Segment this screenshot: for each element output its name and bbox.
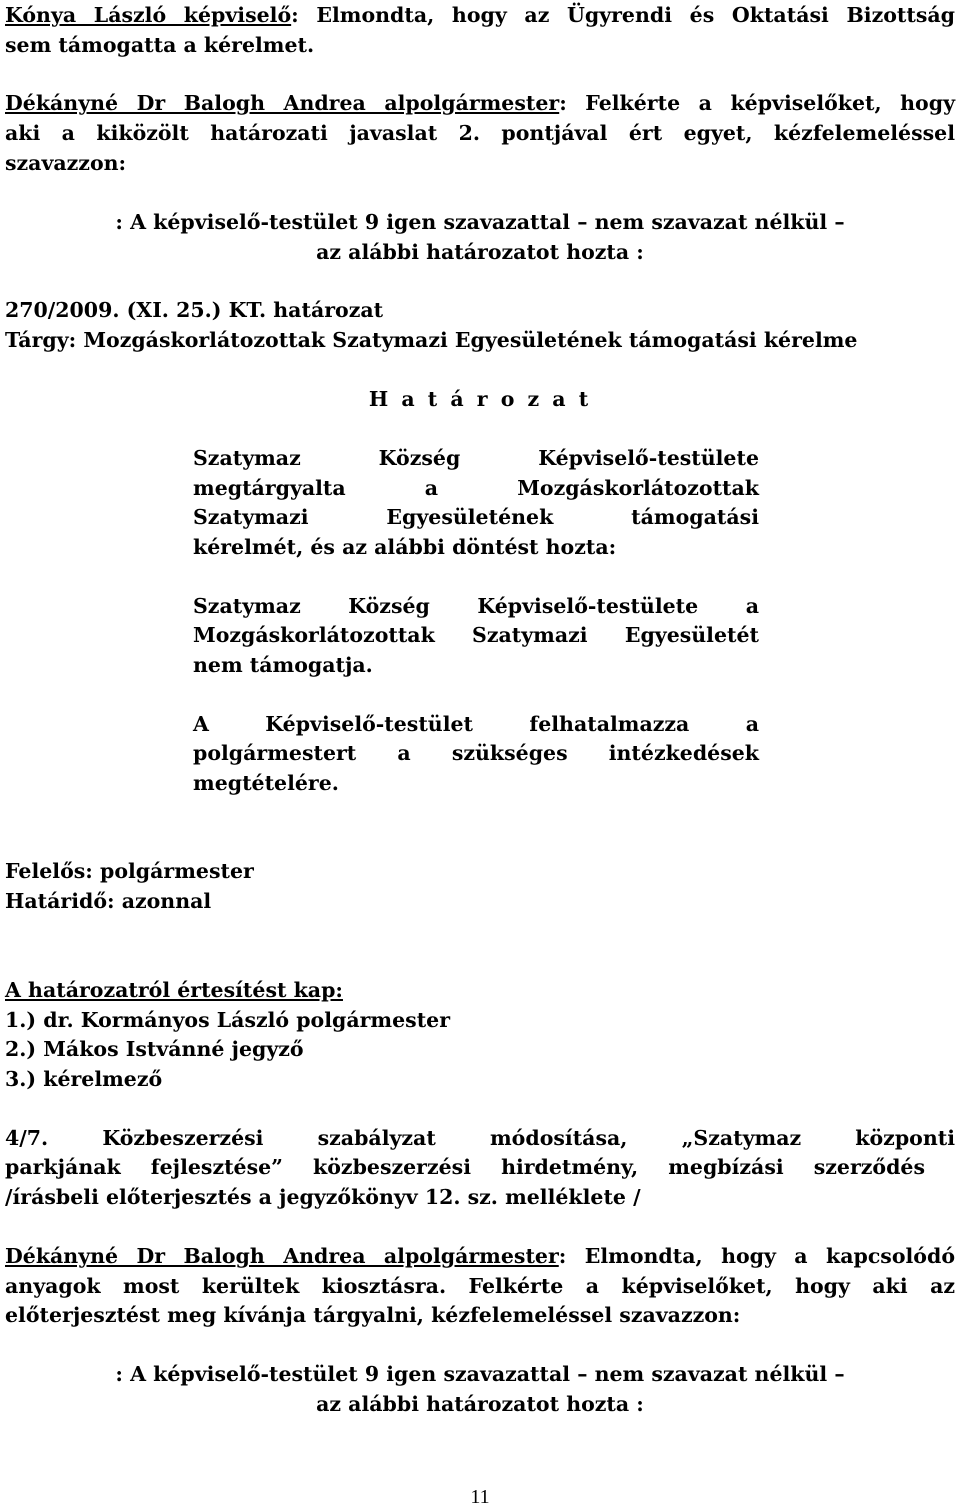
para1-line1 — [5, 5, 955, 26]
para1-line2: sem támogatta a kérelmet. — [5, 33, 315, 57]
speaker-name: Dékányné Dr Balogh Andrea alpolgármester — [5, 1244, 559, 1268]
vote1-line2: az alábbi határozatot hozta : — [316, 240, 644, 264]
notify-title: A határozatról értesítést kap: — [5, 978, 343, 1002]
notify-item: 1.) dr. Kormányos László polgármester — [5, 1008, 451, 1032]
para2-line3: szavazzon: — [5, 151, 127, 175]
block1-line1: Szatymaz Község Képviselő-testülete — [193, 446, 759, 470]
para2-line2: aki a kiközölt határozati javaslat 2. pontjával ért egyet, kézfelemeléssel — [5, 121, 955, 145]
para1-line1-text: : Elmondta, hogy az Ügyrendi és Oktatási Bizottság — [291, 3, 955, 27]
block1-line2: megtárgyalta a Mozgáskorlátozottak — [193, 476, 759, 500]
para3-line2: anyagok most kerültek kiosztásra. Felkérte a képviselőket, hogy aki az — [5, 1274, 955, 1298]
para3-line1 — [5, 1246, 955, 1267]
para3-line1-text: : Elmondta, hogy a kapcsolódó — [558, 1244, 955, 1268]
block1-line4: kérelmét, és az alábbi döntést hozta: — [193, 535, 617, 559]
page-number: 11 — [470, 1486, 490, 1508]
item47-line3: /írásbeli előterjesztés a jegyzőkönyv 12. sz. melléklete / — [5, 1185, 641, 1209]
para3-line3: előterjesztést meg kívánja tárgyalni, kézfelemeléssel szavazzon: — [5, 1303, 741, 1327]
block3-line3: megtételére. — [193, 771, 339, 795]
deadline: Határidő: azonnal — [5, 889, 212, 913]
vote2-line1: : A képviselő-testület 9 igen szavazattal – nem szavazat nélkül – — [115, 1362, 845, 1386]
notify-item: 2.) Mákos Istvánné jegyző — [5, 1037, 304, 1061]
block1-line3: Szatymazi Egyesületének támogatási — [193, 505, 759, 529]
block2-line2: Mozgáskorlátozottak Szatymazi Egyesületét — [193, 623, 759, 647]
para2-line1 — [5, 93, 955, 114]
resolution-heading: H a t á r o z a t — [368, 387, 592, 411]
responsible: Felelős: polgármester — [5, 859, 254, 883]
item47-line2: parkjának fejlesztése” közbeszerzési hirdetmény, megbízási szerződés — [5, 1155, 925, 1179]
speaker-name: Dékányné Dr Balogh Andrea alpolgármester — [5, 91, 560, 115]
resolution-subject: Tárgy: Mozgáskorlátozottak Szatymazi Egyesületének támogatási kérelme — [5, 328, 858, 352]
block2-line3: nem támogatja. — [193, 653, 373, 677]
vote1-line1: : A képviselő-testület 9 igen szavazattal – nem szavazat nélkül – — [115, 210, 845, 234]
notify-item: 3.) kérelmező — [5, 1067, 163, 1091]
block3-line1: A Képviselő-testület felhatalmazza a — [193, 712, 759, 736]
resolution-number: 270/2009. (XI. 25.) KT. határozat — [5, 298, 384, 322]
block3-line2: polgármestert a szükséges intézkedések — [193, 741, 759, 765]
speaker-name: Kónya László képviselő — [5, 3, 292, 27]
item47-line1: 4/7. Közbeszerzési szabályzat módosítása, „Szatymaz központi — [5, 1126, 955, 1150]
block2-line1: Szatymaz Község Képviselő-testülete a — [193, 594, 759, 618]
vote2-line2: az alábbi határozatot hozta : — [316, 1392, 644, 1416]
para2-line1-text: : Felkérte a képviselőket, hogy — [559, 91, 955, 115]
